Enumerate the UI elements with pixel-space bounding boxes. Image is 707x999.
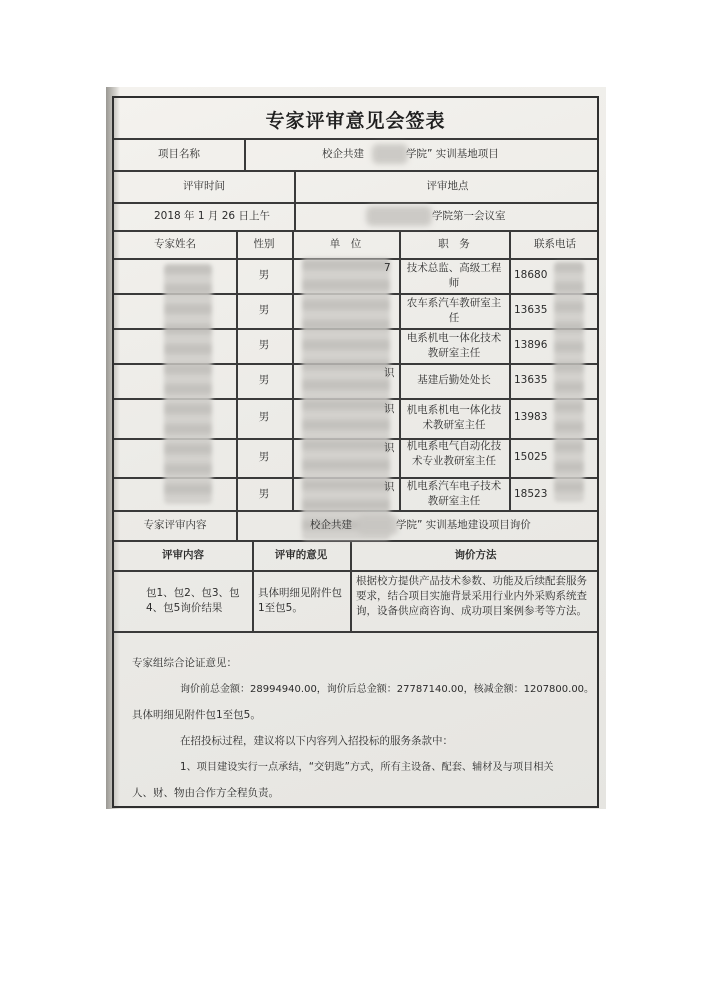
col-header-review-content: 评审内容 — [162, 549, 204, 561]
expert-gender: 男 — [258, 304, 270, 316]
row-divider — [114, 570, 597, 572]
expert-gender: 男 — [258, 411, 270, 423]
summary-detail: 具体明细见附件包1至包5。 — [132, 709, 261, 721]
review-form — [112, 96, 599, 808]
expert-phone: 13983 — [514, 411, 548, 423]
row-divider — [114, 631, 597, 633]
expert-gender: 男 — [258, 339, 270, 351]
expert-phone: 13635 — [514, 304, 548, 316]
review-content-label: 专家评审内容 — [143, 519, 207, 531]
expert-title: 农车系汽车教研室主任 — [406, 297, 502, 324]
col-header-name: 专家姓名 — [154, 238, 196, 250]
expert-phone: 15025 — [514, 451, 548, 463]
col-divider — [509, 230, 511, 510]
expert-phone: 18680 — [514, 269, 548, 281]
review-content-value-a: 校企共建 — [310, 519, 352, 531]
review-opinion-text: 具体明细见附件包1至包5。 — [258, 587, 342, 614]
col-divider — [292, 230, 294, 510]
form-title: 专家评审意见会签表 — [265, 110, 446, 132]
expert-unit-tail: 识 — [384, 367, 395, 379]
expert-gender: 男 — [258, 374, 270, 386]
row-divider — [114, 138, 597, 140]
expert-title: 电系机电一体化技术教研室主任 — [406, 332, 502, 359]
review-content-value-b: 学院” 实训基地建设项目询价 — [396, 519, 531, 531]
summary-suggestion: 在招投标过程，建议将以下内容列入招投标的服务条款中： — [180, 735, 453, 747]
row-divider — [114, 540, 597, 542]
project-name-value-b: 学院” 实训基地项目 — [406, 148, 499, 160]
expert-gender: 男 — [258, 488, 270, 500]
review-time-label: 评审时间 — [183, 180, 225, 192]
col-header-review-opinion: 评审的意见 — [274, 549, 328, 561]
expert-unit-tail: 识 — [384, 442, 395, 454]
review-content-text: 包1、包2、包3、包4、包5询价结果 — [146, 587, 240, 614]
redaction-mosaic — [358, 515, 398, 535]
redaction-mosaic — [372, 144, 408, 164]
inquiry-method-text: 根据校方提供产品技术参数、功能及后续配套服务要求，结合项目实施背景采用行业内外采购系统查询，设备供应商咨询、成功项目案例参考等方法。 — [356, 575, 587, 617]
review-location-value: 学院第一会议室 — [432, 210, 506, 222]
col-divider — [236, 510, 238, 540]
col-header-unit: 单 位 — [329, 238, 362, 250]
col-divider — [244, 138, 246, 170]
expert-gender: 男 — [258, 269, 270, 281]
review-location-label: 评审地点 — [426, 180, 469, 192]
project-name-label: 项目名称 — [158, 148, 200, 160]
row-divider — [114, 170, 597, 172]
expert-gender: 男 — [258, 451, 270, 463]
redacted-units — [302, 258, 390, 540]
expert-title: 基建后勤处处长 — [417, 374, 491, 386]
summary-heading: 专家组综合论证意见： — [132, 657, 237, 669]
expert-title: 技术总监、高级工程师 — [406, 262, 502, 289]
redacted-phones — [554, 262, 584, 502]
redaction-mosaic — [366, 206, 432, 226]
row-divider — [114, 230, 597, 232]
row-divider — [114, 202, 597, 204]
summary-clause-1: 1、项目建设实行一点承结，“交钥匙”方式，所有主设备、配套、辅材及与项目相关 — [180, 762, 554, 773]
col-header-title: 职 务 — [438, 238, 470, 250]
expert-title: 机电系汽车电子技术教研室主任 — [406, 480, 502, 507]
summary-amounts: 询价前总金额：28994940.00，询价后总金额：27787140.00，核减金额：1207800.00。 — [180, 684, 595, 695]
review-time-value: 2018 年 1 月 26 日上午 — [154, 210, 270, 222]
summary-clause-1-cont: 人、财、物由合作方全程负责。 — [132, 787, 279, 799]
expert-unit-tail: 7 — [384, 262, 391, 274]
expert-phone: 13635 — [514, 374, 548, 386]
expert-title: 机电系机电一体化技术教研室主任 — [406, 404, 502, 431]
col-header-inquiry-method: 询价方法 — [454, 549, 497, 561]
expert-unit-tail: 识 — [384, 481, 395, 493]
redacted-expert-names — [164, 264, 212, 504]
col-divider — [399, 230, 401, 510]
project-name-value-a: 校企共建 — [322, 148, 364, 160]
expert-unit-tail: 识 — [384, 403, 395, 415]
col-header-gender: 性别 — [253, 238, 275, 250]
expert-title: 机电系电气自动化技术专业教研室主任 — [406, 440, 502, 467]
expert-phone: 18523 — [514, 488, 548, 500]
col-header-phone: 联系电话 — [534, 238, 576, 250]
expert-phone: 13896 — [514, 339, 548, 351]
